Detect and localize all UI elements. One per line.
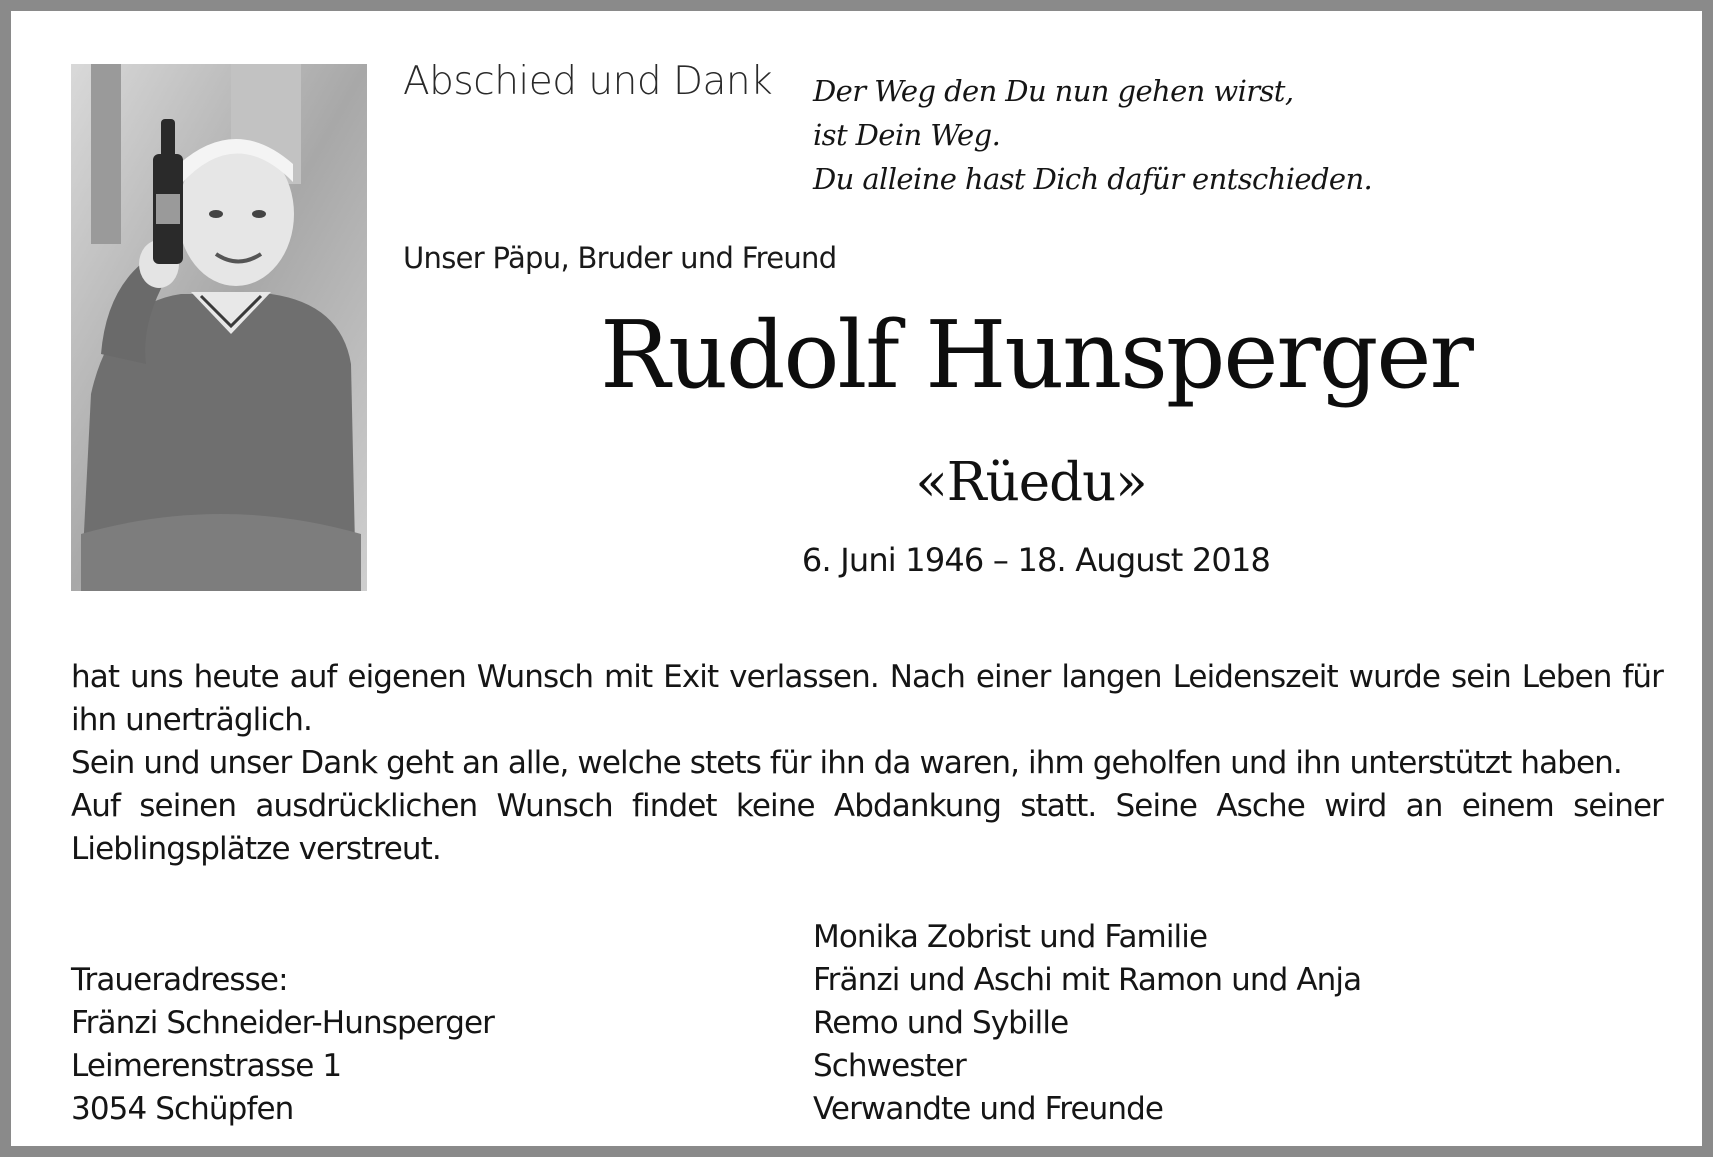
message-paragraph: Auf seinen ausdrücklichen Wunsch findet keine Abdankung statt. Seine Asche wird an einem seiner Lieblingsplätze verstreut. xyxy=(71,788,1663,867)
verse-line: Der Weg den Du nun gehen wirst, xyxy=(813,74,1294,108)
deceased-name: Rudolf Hunsperger xyxy=(600,301,1472,409)
address-label: Traueradresse: xyxy=(71,962,288,998)
signer-line: Verwandte und Freunde xyxy=(813,1091,1164,1127)
verse-line: Du alleine hast Dich dafür entschieden. xyxy=(813,162,1373,196)
life-dates: 6. Juni 1946 – 18. August 2018 xyxy=(801,541,1271,579)
address-line: 3054 Schüpfen xyxy=(71,1091,294,1127)
mourning-address xyxy=(71,959,494,1131)
portrait-photo xyxy=(71,64,367,591)
message-body xyxy=(71,656,1663,871)
signer-line: Monika Zobrist und Familie xyxy=(813,919,1208,955)
message-paragraph: hat uns heute auf eigenen Wunsch mit Exit verlassen. Nach einer langen Leidenszeit wurde sein Leben für ihn unerträglich. xyxy=(71,659,1663,738)
address-line: Fränzi Schneider-Hunsperger xyxy=(71,1005,495,1041)
relation-line: Unser Päpu, Bruder und Freund xyxy=(403,241,837,275)
verse xyxy=(813,69,1372,201)
address-line: Leimerenstrasse 1 xyxy=(71,1048,342,1084)
portrait-photo-icon xyxy=(71,64,367,591)
signers-list xyxy=(813,916,1361,1131)
deceased-nickname: «Rüedu» xyxy=(915,452,1147,513)
message-paragraph: Sein und unser Dank geht an alle, welche stets für ihn da waren, ihm geholfen und ihn unterstützt haben. xyxy=(71,745,1622,781)
notice-heading: Abschied und Dank xyxy=(403,59,773,104)
verse-line: ist Dein Weg. xyxy=(813,118,1001,152)
signer-line: Fränzi und Aschi mit Ramon und Anja xyxy=(813,962,1362,998)
signer-line: Schwester xyxy=(813,1048,966,1084)
signer-line: Remo und Sybille xyxy=(813,1005,1069,1041)
